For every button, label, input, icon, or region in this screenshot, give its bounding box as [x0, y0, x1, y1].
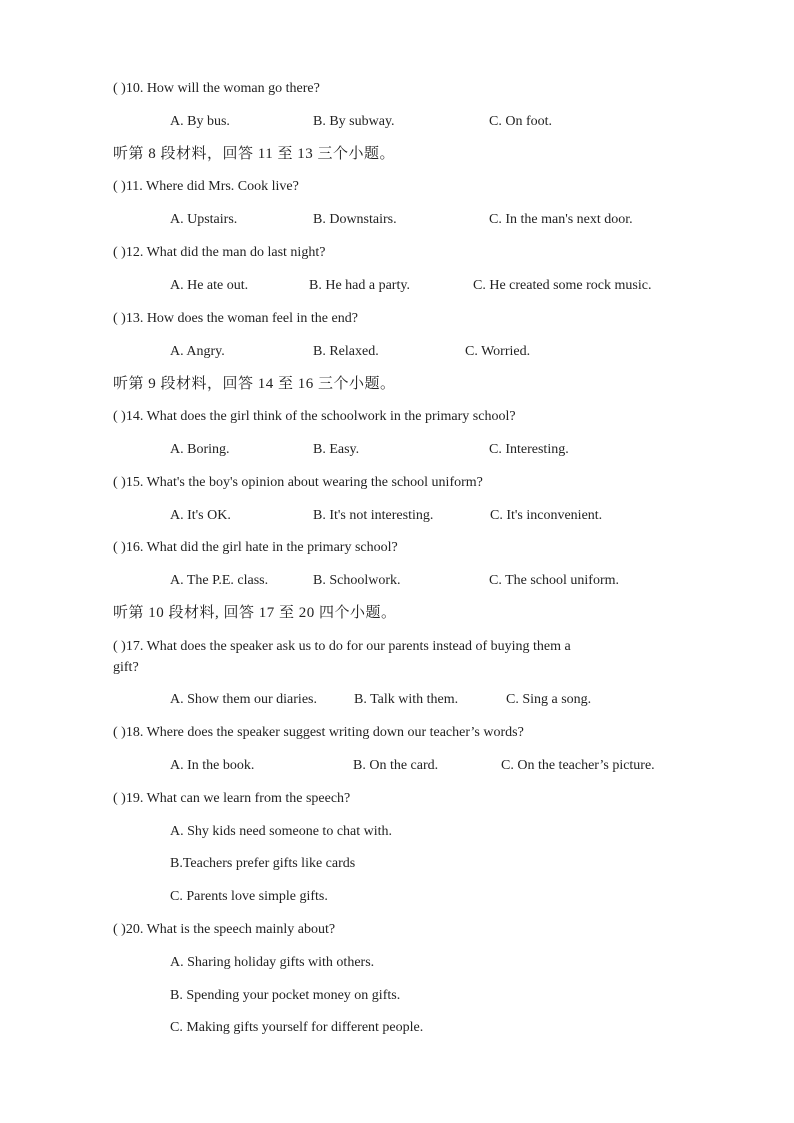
question-14-option-a: A. Boring. — [170, 442, 230, 457]
question-20-option-a: A. Sharing holiday gifts with others. — [170, 955, 375, 970]
question-20-option-b: B. Spending your pocket money on gifts. — [170, 988, 401, 1003]
question-19-option-c: C. Parents love simple gifts. — [170, 889, 328, 904]
question-18-option-b: B. On the card. — [353, 758, 439, 773]
question-18-stem: ( )18. Where does the speaker suggest writing down our teacher’s words? — [113, 725, 524, 740]
question-12-option-a: A. He ate out. — [170, 278, 249, 293]
question-17-stem: ( )17. What does the speaker ask us to do for our parents instead of buying them a — [113, 639, 571, 654]
question-13-option-b: B. Relaxed. — [313, 344, 379, 359]
question-19-option-a: A. Shy kids need someone to chat with. — [170, 824, 393, 839]
question-11-option-a: A. Upstairs. — [170, 212, 238, 227]
question-12-stem: ( )12. What did the man do last night? — [113, 245, 326, 260]
question-13-option-a: A. Angry. — [170, 344, 225, 359]
question-18-option-a: A. In the book. — [170, 758, 255, 773]
question-15-stem: ( )15. What's the boy's opinion about wearing the school uniform? — [113, 475, 483, 490]
question-17-option-b: B. Talk with them. — [354, 692, 459, 707]
section-8-heading: 听第 8 段材料，回答 11 至 13 三个小题。 — [113, 146, 395, 162]
question-15-option-c: C. It's inconvenient. — [490, 508, 603, 523]
question-15-option-a: A. It's OK. — [170, 508, 231, 523]
question-10-option-a: A. By bus. — [170, 114, 230, 129]
question-13-option-c: C. Worried. — [465, 344, 531, 359]
question-16-option-c: C. The school uniform. — [489, 573, 620, 588]
question-20-stem: ( )20. What is the speech mainly about? — [113, 922, 336, 937]
question-12-option-c: C. He created some rock music. — [473, 278, 652, 293]
question-12-option-b: B. He had a party. — [309, 278, 410, 293]
question-17-option-c: C. Sing a song. — [506, 692, 592, 707]
question-10-option-b: B. By subway. — [313, 114, 395, 129]
section-10-heading: 听第 10 段材料, 回答 17 至 20 四个小题。 — [113, 605, 397, 621]
question-13-stem: ( )13. How does the woman feel in the end? — [113, 311, 358, 326]
question-10-stem: ( )10. How will the woman go there? — [113, 81, 320, 96]
question-18-option-c: C. On the teacher’s picture. — [501, 758, 655, 773]
question-11-option-b: B. Downstairs. — [313, 212, 397, 227]
question-14-option-c: C. Interesting. — [489, 442, 569, 457]
question-19-stem: ( )19. What can we learn from the speech? — [113, 791, 351, 806]
question-11-option-c: C. In the man's next door. — [489, 212, 633, 227]
question-19-option-b: B.Teachers prefer gifts like cards — [170, 856, 356, 871]
question-17-stem-continued: gift? — [113, 660, 139, 675]
question-16-stem: ( )16. What did the girl hate in the primary school? — [113, 540, 398, 555]
question-11-stem: ( )11. Where did Mrs. Cook live? — [113, 179, 299, 194]
question-16-option-a: A. The P.E. class. — [170, 573, 269, 588]
question-16-option-b: B. Schoolwork. — [313, 573, 401, 588]
question-14-stem: ( )14. What does the girl think of the schoolwork in the primary school? — [113, 409, 516, 424]
question-14-option-b: B. Easy. — [313, 442, 360, 457]
question-17-option-a: A. Show them our diaries. — [170, 692, 317, 707]
question-10-option-c: C. On foot. — [489, 114, 552, 129]
question-20-option-c: C. Making gifts yourself for different people. — [170, 1020, 424, 1035]
section-9-heading: 听第 9 段材料，回答 14 至 16 三个小题。 — [113, 376, 396, 392]
question-15-option-b: B. It's not interesting. — [313, 508, 434, 523]
